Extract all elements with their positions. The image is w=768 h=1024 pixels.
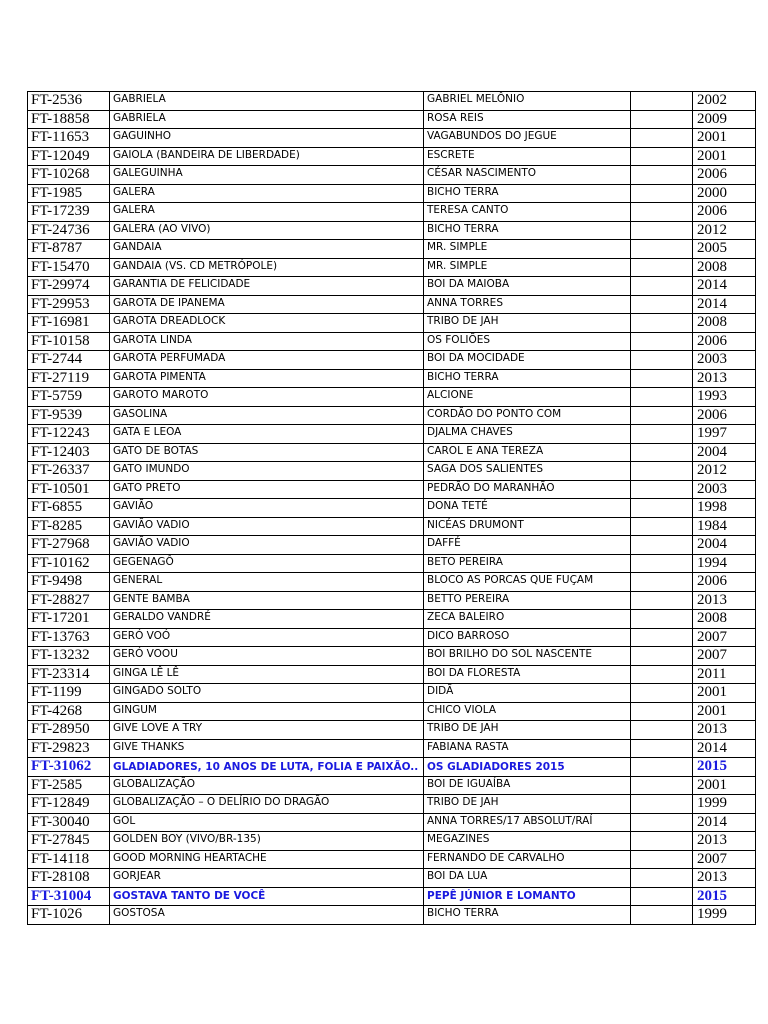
table-row [28,684,756,703]
song-title-cell: GLOBALIZAÇÃO [110,776,424,795]
empty-cell [631,221,693,240]
song-title-cell: GEGENAGÔ [110,554,424,573]
table-row [28,369,756,388]
song-code-cell: FT-9539 [28,406,110,425]
table-row [28,166,756,185]
song-artist-cell: BOI DE IGUAÍBA [424,776,631,795]
song-code-cell: FT-8285 [28,517,110,536]
song-year-cell: 2001 [693,702,756,721]
song-code-cell: FT-27968 [28,536,110,555]
song-code-cell: FT-6855 [28,499,110,518]
song-artist-cell: FABIANA RASTA [424,739,631,758]
song-year-cell: 2014 [693,813,756,832]
table-row [28,554,756,573]
empty-cell [631,258,693,277]
song-artist-cell: BOI BRILHO DO SOL NASCENTE [424,647,631,666]
song-title-cell: GATO PRETO [110,480,424,499]
song-year-cell: 2002 [693,92,756,111]
song-title-cell: GAGUINHO [110,129,424,148]
song-title-cell: GAROTA LINDA [110,332,424,351]
table-row [28,869,756,888]
song-year-cell: 2008 [693,258,756,277]
song-code-cell: FT-12049 [28,147,110,166]
empty-cell [631,277,693,296]
song-year-cell: 2001 [693,147,756,166]
song-artist-cell: TRIBO DE JAH [424,721,631,740]
song-title-cell: GLADIADORES, 10 ANOS DE LUTA, FOLIA E PAIXÃO.. [110,758,424,777]
song-artist-cell: MR. SIMPLE [424,240,631,259]
song-code-cell: FT-29974 [28,277,110,296]
song-year-cell: 2007 [693,628,756,647]
table-row [28,536,756,555]
empty-cell [631,591,693,610]
song-title-cell: GASOLINA [110,406,424,425]
song-year-cell: 2013 [693,591,756,610]
table-row [28,499,756,518]
empty-cell [631,906,693,925]
table-row [28,665,756,684]
song-code-cell: FT-18858 [28,110,110,129]
table-row [28,647,756,666]
empty-cell [631,388,693,407]
table-row [28,739,756,758]
empty-cell [631,129,693,148]
empty-cell [631,110,693,129]
song-year-cell: 1997 [693,425,756,444]
song-code-cell: FT-10501 [28,480,110,499]
song-artist-cell: PEDRÃO DO MARANHÃO [424,480,631,499]
song-title-cell: GERALDO VANDRÉ [110,610,424,629]
song-year-cell: 2004 [693,536,756,555]
song-year-cell: 1984 [693,517,756,536]
song-artist-cell: OS GLADIADORES 2015 [424,758,631,777]
song-year-cell: 2015 [693,758,756,777]
song-artist-cell: BLOCO AS PORCAS QUE FUÇAM [424,573,631,592]
song-artist-cell: FERNANDO DE CARVALHO [424,850,631,869]
song-code-cell: FT-17201 [28,610,110,629]
song-code-cell: FT-14118 [28,850,110,869]
empty-cell [631,240,693,259]
song-code-cell: FT-2536 [28,92,110,111]
song-title-cell: GATA E LEOA [110,425,424,444]
song-code-cell: FT-1199 [28,684,110,703]
song-title-cell: GINGUM [110,702,424,721]
empty-cell [631,776,693,795]
empty-cell [631,795,693,814]
empty-cell [631,462,693,481]
song-artist-cell: VAGABUNDOS DO JEGUE [424,129,631,148]
table-row [28,221,756,240]
song-title-cell: GOSTOSA [110,906,424,925]
song-code-cell: FT-27119 [28,369,110,388]
song-title-cell: GORJEAR [110,869,424,888]
table-row [28,406,756,425]
song-year-cell: 1994 [693,554,756,573]
song-title-cell: GALEGUINHA [110,166,424,185]
song-title-cell: GIVE LOVE A TRY [110,721,424,740]
song-year-cell: 1993 [693,388,756,407]
song-title-cell: GABRIELA [110,92,424,111]
song-artist-cell: BICHO TERRA [424,184,631,203]
song-year-cell: 2006 [693,166,756,185]
song-artist-cell: BOI DA MOCIDADE [424,351,631,370]
song-artist-cell: PEPÊ JÚNIOR E LOMANTO [424,887,631,906]
song-code-cell: FT-8787 [28,240,110,259]
song-title-cell: GALERA [110,184,424,203]
song-code-cell: FT-1026 [28,906,110,925]
song-code-cell: FT-10158 [28,332,110,351]
empty-cell [631,739,693,758]
song-year-cell: 2012 [693,462,756,481]
song-code-cell: FT-10268 [28,166,110,185]
empty-cell [631,184,693,203]
song-code-cell: FT-5759 [28,388,110,407]
song-artist-cell: MR. SIMPLE [424,258,631,277]
empty-cell [631,813,693,832]
empty-cell [631,351,693,370]
song-artist-cell: BETO PEREIRA [424,554,631,573]
empty-cell [631,480,693,499]
table-row [28,702,756,721]
song-title-cell: GLOBALIZAÇÃO – O DELÍRIO DO DRAGÃO [110,795,424,814]
song-artist-cell: OS FOLIÕES [424,332,631,351]
song-artist-cell: CORDÃO DO PONTO COM [424,406,631,425]
empty-cell [631,314,693,333]
song-title-cell: GANDAIA (VS. CD METRÓPOLE) [110,258,424,277]
song-code-cell: FT-9498 [28,573,110,592]
song-artist-cell: DAFFÉ [424,536,631,555]
song-title-cell: GALERA [110,203,424,222]
song-year-cell: 2015 [693,887,756,906]
table-row [28,480,756,499]
song-title-cell: GALERA (AO VIVO) [110,221,424,240]
song-artist-cell: SAGA DOS SALIENTES [424,462,631,481]
song-code-cell: FT-23314 [28,665,110,684]
song-year-cell: 2003 [693,480,756,499]
empty-cell [631,628,693,647]
empty-cell [631,536,693,555]
table-row [28,906,756,925]
table-row [28,314,756,333]
song-year-cell: 1999 [693,795,756,814]
song-code-cell: FT-12403 [28,443,110,462]
song-code-cell: FT-31004 [28,887,110,906]
song-artist-cell: CHICO VIOLA [424,702,631,721]
song-title-cell: GERÓ VOOU [110,647,424,666]
song-title-cell: GATO DE BOTAS [110,443,424,462]
song-year-cell: 2008 [693,610,756,629]
table-row [28,147,756,166]
empty-cell [631,665,693,684]
song-year-cell: 2006 [693,573,756,592]
table-row [28,573,756,592]
table-row [28,795,756,814]
empty-cell [631,758,693,777]
empty-cell [631,203,693,222]
table-row [28,443,756,462]
song-title-cell: GAVIÃO [110,499,424,518]
song-year-cell: 2007 [693,647,756,666]
song-year-cell: 1998 [693,499,756,518]
song-code-cell: FT-29953 [28,295,110,314]
song-artist-cell: ALCIONE [424,388,631,407]
song-artist-cell: DONA TETÉ [424,499,631,518]
song-artist-cell: BOI DA MAIOBA [424,277,631,296]
empty-cell [631,369,693,388]
table-row [28,887,756,906]
song-title-cell: GAROTO MAROTO [110,388,424,407]
empty-cell [631,573,693,592]
empty-cell [631,92,693,111]
song-title-cell: GAROTA DREADLOCK [110,314,424,333]
table-row [28,92,756,111]
song-title-cell: GINGA LÊ LÊ [110,665,424,684]
empty-cell [631,295,693,314]
song-artist-cell: ANNA TORRES [424,295,631,314]
song-year-cell: 2013 [693,832,756,851]
song-code-cell: FT-12243 [28,425,110,444]
empty-cell [631,166,693,185]
table-row [28,295,756,314]
song-title-cell: GAROTA PERFUMADA [110,351,424,370]
song-artist-cell: DJALMA CHAVES [424,425,631,444]
song-artist-cell: CAROL E ANA TEREZA [424,443,631,462]
table-row [28,628,756,647]
table-row [28,184,756,203]
table-row [28,258,756,277]
empty-cell [631,702,693,721]
song-title-cell: GABRIELA [110,110,424,129]
table-row [28,591,756,610]
song-table [27,91,756,925]
song-title-cell: GOOD MORNING HEARTACHE [110,850,424,869]
song-year-cell: 2013 [693,369,756,388]
song-title-cell: GOL [110,813,424,832]
song-year-cell: 2001 [693,129,756,148]
song-artist-cell: TRIBO DE JAH [424,314,631,333]
song-artist-cell: BETTO PEREIRA [424,591,631,610]
song-title-cell: GIVE THANKS [110,739,424,758]
empty-cell [631,443,693,462]
song-year-cell: 2013 [693,721,756,740]
song-code-cell: FT-4268 [28,702,110,721]
song-artist-cell: BOI DA FLORESTA [424,665,631,684]
song-artist-cell: MEGAZINES [424,832,631,851]
song-code-cell: FT-10162 [28,554,110,573]
song-code-cell: FT-31062 [28,758,110,777]
table-row [28,351,756,370]
song-title-cell: GAIOLA (BANDEIRA DE LIBERDADE) [110,147,424,166]
song-year-cell: 2006 [693,332,756,351]
empty-cell [631,332,693,351]
empty-cell [631,425,693,444]
table-row [28,832,756,851]
empty-cell [631,850,693,869]
table-row [28,110,756,129]
empty-cell [631,887,693,906]
empty-cell [631,554,693,573]
empty-cell [631,517,693,536]
song-year-cell: 2014 [693,295,756,314]
table-row [28,425,756,444]
song-code-cell: FT-28827 [28,591,110,610]
table-row [28,850,756,869]
song-title-cell: GAROTA DE IPANEMA [110,295,424,314]
song-year-cell: 2014 [693,277,756,296]
song-title-cell: GATO IMUNDO [110,462,424,481]
song-year-cell: 2011 [693,665,756,684]
table-row [28,610,756,629]
song-year-cell: 2001 [693,776,756,795]
song-artist-cell: NICÉAS DRUMONT [424,517,631,536]
song-artist-cell: ANNA TORRES/17 ABSOLUT/RAÍ [424,813,631,832]
table-row [28,517,756,536]
song-code-cell: FT-11653 [28,129,110,148]
table-row [28,277,756,296]
song-code-cell: FT-24736 [28,221,110,240]
song-year-cell: 2004 [693,443,756,462]
empty-cell [631,832,693,851]
song-title-cell: GAROTA PIMENTA [110,369,424,388]
song-artist-cell: TERESA CANTO [424,203,631,222]
song-code-cell: FT-27845 [28,832,110,851]
song-artist-cell: TRIBO DE JAH [424,795,631,814]
table-row [28,388,756,407]
empty-cell [631,684,693,703]
empty-cell [631,499,693,518]
song-code-cell: FT-16981 [28,314,110,333]
song-code-cell: FT-26337 [28,462,110,481]
song-title-cell: GARANTIA DE FELICIDADE [110,277,424,296]
empty-cell [631,610,693,629]
song-year-cell: 2006 [693,406,756,425]
empty-cell [631,406,693,425]
empty-cell [631,647,693,666]
song-title-cell: GAVIÃO VADIO [110,536,424,555]
song-year-cell: 2013 [693,869,756,888]
empty-cell [631,869,693,888]
song-title-cell: GENTE BAMBA [110,591,424,610]
song-artist-cell: ESCRETE [424,147,631,166]
song-artist-cell: ROSA REIS [424,110,631,129]
song-code-cell: FT-28950 [28,721,110,740]
table-row [28,758,756,777]
song-code-cell: FT-13232 [28,647,110,666]
song-title-cell: GERÓ VOÓ [110,628,424,647]
song-table-body [28,92,756,925]
song-code-cell: FT-30040 [28,813,110,832]
empty-cell [631,147,693,166]
song-code-cell: FT-13763 [28,628,110,647]
song-year-cell: 2006 [693,203,756,222]
song-year-cell: 1999 [693,906,756,925]
song-code-cell: FT-29823 [28,739,110,758]
song-artist-cell: DICO BARROSO [424,628,631,647]
song-artist-cell: BICHO TERRA [424,369,631,388]
song-artist-cell: BICHO TERRA [424,221,631,240]
song-artist-cell: BOI DA LUA [424,869,631,888]
song-year-cell: 2008 [693,314,756,333]
song-title-cell: GENERAL [110,573,424,592]
song-year-cell: 2009 [693,110,756,129]
song-code-cell: FT-12849 [28,795,110,814]
song-code-cell: FT-17239 [28,203,110,222]
song-year-cell: 2000 [693,184,756,203]
song-artist-cell: ZECA BALEIRO [424,610,631,629]
song-code-cell: FT-28108 [28,869,110,888]
table-row [28,332,756,351]
song-code-cell: FT-2744 [28,351,110,370]
song-code-cell: FT-15470 [28,258,110,277]
song-title-cell: GINGADO SOLTO [110,684,424,703]
table-row [28,813,756,832]
table-row [28,462,756,481]
table-row [28,721,756,740]
song-year-cell: 2003 [693,351,756,370]
song-year-cell: 2012 [693,221,756,240]
song-code-cell: FT-1985 [28,184,110,203]
song-artist-cell: GABRIEL MELÔNIO [424,92,631,111]
table-row [28,129,756,148]
table-row [28,776,756,795]
song-artist-cell: CÉSAR NASCIMENTO [424,166,631,185]
song-year-cell: 2001 [693,684,756,703]
song-year-cell: 2005 [693,240,756,259]
table-row [28,203,756,222]
table-row [28,240,756,259]
empty-cell [631,721,693,740]
song-year-cell: 2014 [693,739,756,758]
song-artist-cell: BICHO TERRA [424,906,631,925]
song-title-cell: GOSTAVA TANTO DE VOCÊ [110,887,424,906]
song-code-cell: FT-2585 [28,776,110,795]
song-year-cell: 2007 [693,850,756,869]
song-artist-cell: DIDÃ [424,684,631,703]
song-title-cell: GANDAIA [110,240,424,259]
song-title-cell: GOLDEN BOY (VIVO/BR-135) [110,832,424,851]
song-title-cell: GAVIÃO VADIO [110,517,424,536]
